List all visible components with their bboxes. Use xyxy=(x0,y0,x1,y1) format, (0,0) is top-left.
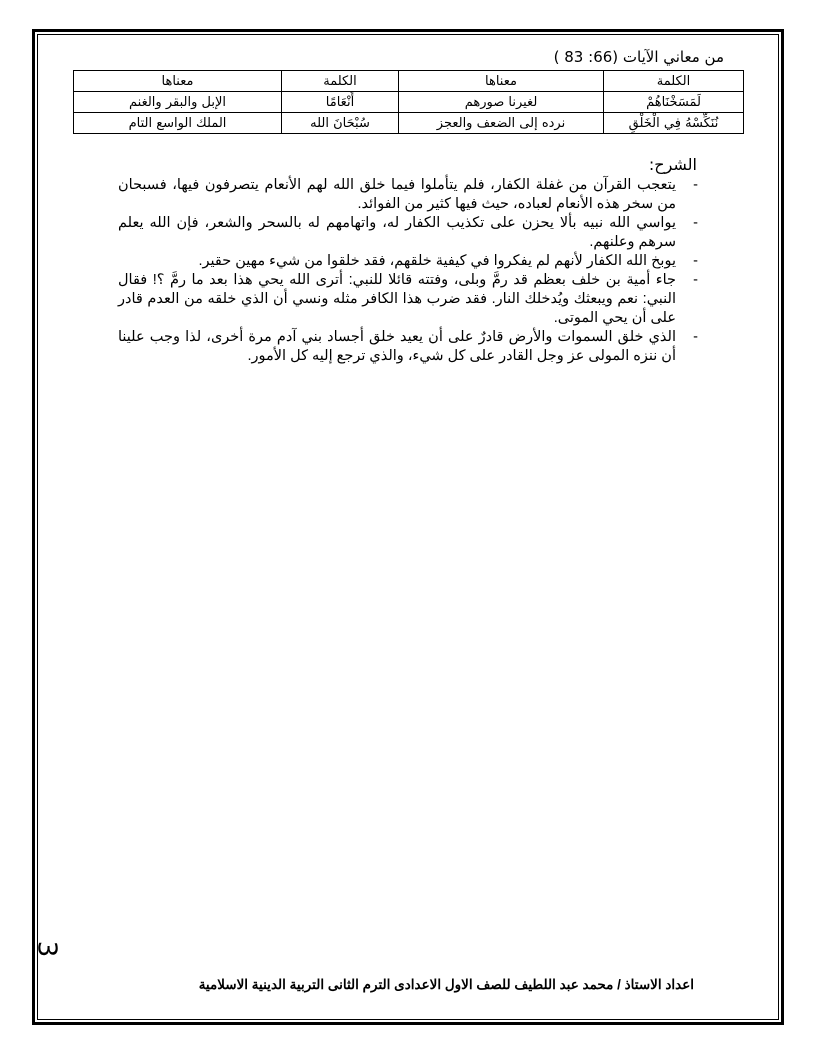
table-cell: الملك الواسع التام xyxy=(74,113,282,134)
list-item-text: جاء أمية بن خلف بعظم قد رمَّ وبلى، وفتته قائلا للنبي: أترى الله يحي هذا بعد ما رمَّ ؟! فقال النبي: نعم ويبعثك ويُدخلك النار. فقد ضرب هذا الكافر مثله ونسي أن الذي خلقه من العدم قادر على أن يحي الموتى. xyxy=(118,272,676,326)
list-item-text: الذي خلق السموات والأرض قادرٌ على أن يعيد خلق أجساد بني آدم مرة أخرى، لذا وجب علينا أن ننزه المولى عز وجل القادر على كل شيء، والذي ترجع إليه كل الأمور. xyxy=(118,329,676,364)
explanation-title: الشرح: xyxy=(648,155,697,174)
bullet-dash-icon: - xyxy=(693,253,698,269)
header-meaning-1: معناها xyxy=(399,71,604,92)
section-heading: من معاني الآيات (66: 83 ) xyxy=(553,48,724,66)
table-cell: سُبْحَانَ الله xyxy=(282,113,399,134)
explanation-list xyxy=(118,176,698,366)
page-number: 3 xyxy=(31,940,62,958)
header-word-1: الكلمة xyxy=(604,71,744,92)
bullet-dash-icon: - xyxy=(693,215,698,231)
list-item xyxy=(118,176,698,214)
table-cell: نُنَكِّسْهُ فِي الْخَلْقِ xyxy=(604,113,744,134)
list-item xyxy=(118,271,698,328)
vocabulary-table xyxy=(73,70,744,134)
bullet-dash-icon: - xyxy=(693,272,698,288)
list-item-text: يواسي الله نبيه بألا يحزن على تكذيب الكفار له، واتهامهم له بالسحر والشعر، فإن الله يعلم سرهم وعلنهم. xyxy=(118,215,676,250)
table-header-row xyxy=(74,71,744,92)
table-cell: لغيرنا صورهم xyxy=(399,92,604,113)
list-item-text: يوبخ الله الكفار لأنهم لم يفكروا في كيفية خلقهم، فقد خلقوا من شيء مهين حقير. xyxy=(198,253,676,269)
list-item xyxy=(118,328,698,366)
table-row xyxy=(74,92,744,113)
table-row xyxy=(74,113,744,134)
table-cell: الإبل والبقر والغنم xyxy=(74,92,282,113)
footer-credit: اعداد الاستاذ / محمد عبد اللطيف للصف الاول الاعدادى الترم الثانى التربية الدينية الاسلامية xyxy=(198,977,694,992)
table-cell: لَمَسَخْنَاهُمْ xyxy=(604,92,744,113)
header-meaning-2: معناها xyxy=(74,71,282,92)
list-item xyxy=(118,252,698,271)
bullet-dash-icon: - xyxy=(693,177,698,193)
table-cell: نرده إلى الضعف والعجز xyxy=(399,113,604,134)
bullet-dash-icon: - xyxy=(693,329,698,345)
list-item-text: يتعجب القرآن من غفلة الكفار، فلم يتأملوا فيما خلق الله لهم الأنعام يتصرفون فيها، فسبحان من سخر هذه الأنعام لعباده، حيث فيها كثير من الفوائد. xyxy=(118,177,676,212)
list-item xyxy=(118,214,698,252)
table-cell: أَنْعَامًا xyxy=(282,92,399,113)
header-word-2: الكلمة xyxy=(282,71,399,92)
